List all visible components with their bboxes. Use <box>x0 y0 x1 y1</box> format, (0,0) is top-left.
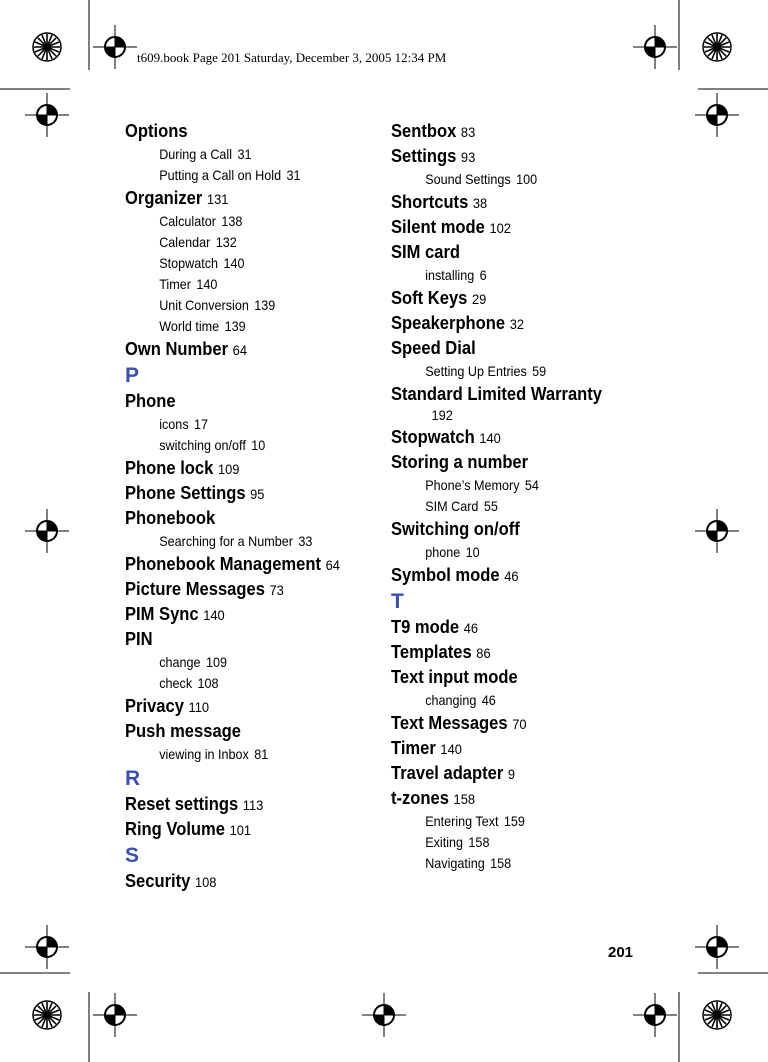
index-entry-privacy <box>125 694 355 719</box>
index-term: Picture Messages <box>125 579 265 599</box>
section-letter-r: R <box>125 767 141 790</box>
index-term: SIM card <box>391 242 461 262</box>
index-term: Phone’s Memory <box>425 477 520 493</box>
index-subentry-navigating <box>391 853 661 874</box>
index-subentry-sim-card <box>391 496 661 517</box>
index-page-ref: 139 <box>224 318 246 334</box>
index-entry-reset-settings <box>125 792 355 817</box>
index-page-ref: 46 <box>481 692 496 708</box>
index-entry-stopwatch <box>391 425 667 450</box>
index-term: Stopwatch <box>391 427 475 447</box>
index-term: icons <box>159 416 189 432</box>
index-page-ref: 10 <box>465 544 480 560</box>
index-term: Switching on/off <box>391 519 520 539</box>
index-term: installing <box>425 267 475 283</box>
index-page-ref: 108 <box>194 874 217 890</box>
index-subentry-icons <box>125 414 350 435</box>
index-subentry-exiting <box>391 832 661 853</box>
index-page-ref: 64 <box>325 557 340 573</box>
index-entry-own-number <box>125 337 355 362</box>
index-page-ref: 9 <box>507 766 516 782</box>
index-subentry-world-time <box>125 316 350 337</box>
index-page-ref: 102 <box>489 220 511 236</box>
index-term: Calculator <box>159 213 216 229</box>
index-term: Silent mode <box>391 217 485 237</box>
index-entry-templates <box>391 640 667 665</box>
index-entry-phone-settings <box>125 481 355 506</box>
index-term: Sentbox <box>391 121 457 141</box>
index-subentry-calculator <box>125 211 350 232</box>
index-term: Soft Keys <box>391 288 468 308</box>
index-term: Phone lock <box>125 458 214 478</box>
index-subentry-entering-text <box>391 811 661 832</box>
index-term: Phone Settings <box>125 483 246 503</box>
index-term: Setting Up Entries <box>425 363 527 379</box>
index-page-ref: 110 <box>188 699 210 715</box>
index-page-ref: 10 <box>251 437 266 453</box>
index-page-ref: 140 <box>196 276 218 292</box>
index-term: Phone <box>125 391 176 411</box>
index-column-right <box>391 119 691 874</box>
index-subentry-timer <box>125 274 350 295</box>
index-subentry-phone <box>391 542 661 563</box>
index-page-ref: 101 <box>229 822 252 838</box>
index-term: Symbol mode <box>391 565 500 585</box>
index-page-ref: 31 <box>237 146 252 162</box>
index-term: Searching for a Number <box>159 533 293 549</box>
index-entry-symbol-mode <box>391 563 667 588</box>
index-term: changing <box>425 692 477 708</box>
index-page-ref: 100 <box>516 171 538 187</box>
index-entry-t-zones <box>391 786 667 811</box>
index-subentry-check <box>125 673 350 694</box>
index-subentry-change <box>125 652 350 673</box>
index-term: Standard Limited Warranty <box>391 384 603 404</box>
index-page-ref: 95 <box>250 486 265 502</box>
index-entry-organizer <box>125 186 355 211</box>
index-term: Putting a Call on Hold <box>159 167 282 183</box>
index-page-ref: 32 <box>509 316 525 332</box>
index-term: Speakerphone <box>391 313 506 333</box>
index-page-ref: 140 <box>479 430 501 446</box>
index-page-ref: 132 <box>215 234 237 250</box>
index-page-ref: 64 <box>232 342 247 358</box>
index-term: Ring Volume <box>125 819 225 839</box>
index-page-ref: 139 <box>254 297 276 313</box>
index-page-ref: 158 <box>453 791 476 807</box>
index-subentry-stopwatch <box>125 253 350 274</box>
index-term: Calendar <box>159 234 211 250</box>
index-page-ref: 46 <box>463 620 479 636</box>
index-term: Text input mode <box>391 667 518 687</box>
index-entry-soft-keys <box>391 286 667 311</box>
index-subentry-installing <box>391 265 661 286</box>
index-page-ref: 138 <box>221 213 243 229</box>
index-entry-travel-adapter <box>391 761 667 786</box>
index-subentry-viewing-in-inbox <box>125 744 350 765</box>
index-page-ref: 33 <box>298 533 313 549</box>
index-term: Options <box>125 121 188 141</box>
index-term: Security <box>125 871 191 891</box>
index-term: Organizer <box>125 188 203 208</box>
index-term: PIM Sync <box>125 604 199 624</box>
index-page-ref: 29 <box>471 291 487 307</box>
index-entry-phonebook-management <box>125 552 355 577</box>
index-entry-security <box>125 869 355 894</box>
index-subentry-switching-on-off <box>125 435 350 456</box>
index-term: Sound Settings <box>425 171 511 187</box>
index-entry-options <box>125 119 355 144</box>
index-subentry-putting-a-call-on-hold <box>125 165 350 186</box>
index-page-ref: 159 <box>503 813 525 829</box>
index-term: viewing in Inbox <box>159 746 249 762</box>
index-page-ref: 140 <box>440 741 462 757</box>
index-term: Stopwatch <box>159 255 219 271</box>
index-entry-silent-mode <box>391 215 667 240</box>
index-page-ref: 140 <box>223 255 245 271</box>
index-term: Settings <box>391 146 457 166</box>
index-term: Storing a number <box>391 452 529 472</box>
index-term: SIM Card <box>425 498 479 514</box>
index-term: Travel adapter <box>391 763 504 783</box>
index-term: Timer <box>391 738 436 758</box>
index-page-ref: 113 <box>242 797 264 813</box>
index-entry-speakerphone <box>391 311 667 336</box>
index-entry-picture-messages <box>125 577 355 602</box>
index-subentry-calendar <box>125 232 350 253</box>
index-term: change <box>159 654 201 670</box>
index-entry-storing-a-number <box>391 450 667 475</box>
index-page-ref: 38 <box>472 195 488 211</box>
index-subentry-during-a-call <box>125 144 350 165</box>
index-term: Phonebook <box>125 508 216 528</box>
index-page-ref: 73 <box>269 582 284 598</box>
index-term: Entering Text <box>425 813 499 829</box>
index-entry-ring-volume <box>125 817 355 842</box>
index-page-ref: 70 <box>512 716 527 732</box>
index-entry-phonebook <box>125 506 355 531</box>
index-page-ref: 31 <box>286 167 301 183</box>
index-term: switching on/off <box>159 437 246 453</box>
index-subentry-phone-s-memory <box>391 475 661 496</box>
index-term: Exiting <box>425 834 464 850</box>
index-page-ref: 17 <box>194 416 209 432</box>
index-term: Navigating <box>425 855 485 871</box>
index-entry-push-message <box>125 719 355 744</box>
index-subentry-unit-conversion <box>125 295 350 316</box>
index-entry-sim-card <box>391 240 667 265</box>
index-subentry-searching-for-a-number <box>125 531 350 552</box>
index-term: T9 mode <box>391 617 460 637</box>
index-term: Push message <box>125 721 241 741</box>
index-term: check <box>159 675 193 691</box>
index-column-left <box>125 119 375 894</box>
index-entry-text-input-mode <box>391 665 667 690</box>
index-entry-text-messages <box>391 711 667 736</box>
index-term: During a Call <box>159 146 233 162</box>
index-page-ref: 140 <box>203 607 225 623</box>
index-term: World time <box>159 318 220 334</box>
page-number: 201 <box>608 944 634 961</box>
index-page-ref: 54 <box>524 477 539 493</box>
index-page-ref: 131 <box>206 191 229 207</box>
index-term: PIN <box>125 629 153 649</box>
section-letter-t: T <box>391 590 404 613</box>
index-term: phone <box>425 544 461 560</box>
index-page-ref: 158 <box>468 834 490 850</box>
index-page-ref: 109 <box>205 654 227 670</box>
print-slug: t609.book Page 201 Saturday, December 3, 2005 12:34 PM <box>137 50 447 65</box>
index-page-ref: 6 <box>479 267 487 283</box>
index-entry-shortcuts <box>391 190 667 215</box>
index-entry-switching-on-off <box>391 517 667 542</box>
index-page-ref: 59 <box>532 363 547 379</box>
index-entry-speed-dial <box>391 336 667 361</box>
index-term: Own Number <box>125 339 229 359</box>
index-page-ref: 108 <box>197 675 219 691</box>
index-term: Text Messages <box>391 713 508 733</box>
index-term: Speed Dial <box>391 338 476 358</box>
index-entry-phone-lock <box>125 456 355 481</box>
index-subentry-changing <box>391 690 661 711</box>
index-term: Shortcuts <box>391 192 469 212</box>
index-page-ref: 83 <box>460 124 476 140</box>
index-term: t-zones <box>391 788 449 808</box>
index-entry-pin <box>125 627 355 652</box>
index-page-ref: 93 <box>460 149 476 165</box>
index-entry-t9-mode <box>391 615 667 640</box>
index-entry-timer <box>391 736 667 761</box>
index-term: Unit Conversion <box>159 297 249 313</box>
index-entry-pim-sync <box>125 602 355 627</box>
index-page-ref: 55 <box>483 498 498 514</box>
index-entry-sentbox <box>391 119 667 144</box>
index-entry-standard-limited-warranty <box>391 382 667 425</box>
index-page-ref: 158 <box>490 855 512 871</box>
index-term: Privacy <box>125 696 184 716</box>
index-term: Phonebook Management <box>125 554 321 574</box>
index-page-ref: 46 <box>504 568 519 584</box>
index-entry-settings <box>391 144 667 169</box>
index-term: Timer <box>159 276 191 292</box>
index-subentry-setting-up-entries <box>391 361 661 382</box>
index-page-ref: 109 <box>217 461 240 477</box>
section-letter-s: S <box>125 844 140 867</box>
index-page-ref: 86 <box>476 645 491 661</box>
index-page-ref: 192 <box>431 407 453 423</box>
section-letter-p: P <box>125 364 140 387</box>
index-term: Reset settings <box>125 794 239 814</box>
index-subentry-sound-settings <box>391 169 661 190</box>
index-entry-phone <box>125 389 355 414</box>
index-term: Templates <box>391 642 472 662</box>
index-page-ref: 81 <box>254 746 269 762</box>
